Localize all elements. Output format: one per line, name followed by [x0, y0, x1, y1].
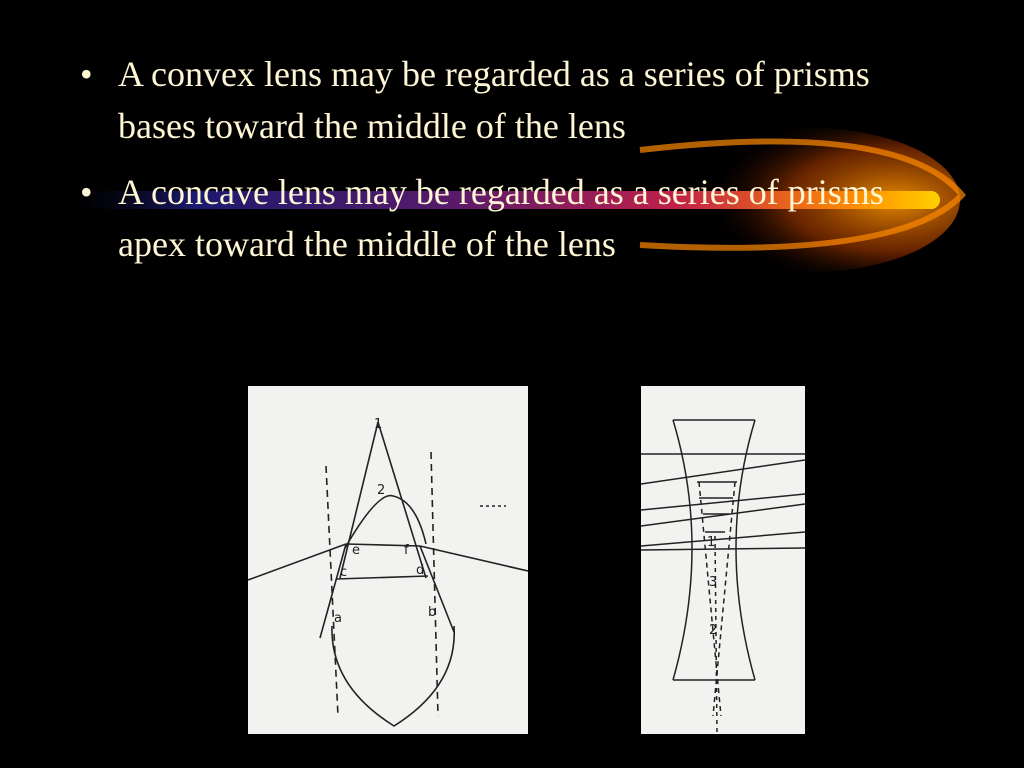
label-a: a [334, 611, 342, 626]
ray-5 [641, 532, 805, 546]
lens-right-surface [736, 420, 755, 680]
bullet-marker: • [80, 172, 93, 212]
prism-side-right [420, 546, 454, 632]
dashed-axis-left [326, 466, 338, 716]
ray-6 [641, 548, 805, 550]
concave-lens-figure [641, 386, 805, 734]
label-2: 2 [377, 483, 386, 498]
label-b: b [428, 605, 437, 620]
label-3: 3 [709, 575, 718, 590]
bullet-marker: • [80, 54, 93, 94]
label-e: e [352, 543, 360, 558]
label-f: f [404, 543, 409, 558]
bullet-list [80, 48, 920, 284]
label-2: 2 [709, 623, 718, 638]
bullet-item [80, 166, 920, 270]
bullet-text: A concave lens may be regarded as a series of prisms apex toward the middle of the lens [118, 172, 884, 264]
bullet-text: A convex lens may be regarded as a series of prisms bases toward the middle of the lens [118, 54, 870, 146]
convex-lens-figure [248, 386, 528, 734]
line-cd [336, 576, 428, 579]
label-c: c [340, 565, 348, 580]
concave-lens-diagram [641, 386, 805, 734]
ray-right [420, 546, 528, 571]
label-d: d [416, 563, 425, 578]
ray-2 [641, 460, 805, 484]
convex-lens-diagram [248, 386, 528, 734]
bullet-item [80, 48, 920, 152]
label-1: 1 [374, 417, 383, 432]
prism-edge-right [378, 422, 426, 578]
lens-lower-arc [332, 626, 454, 726]
label-1: 1 [707, 535, 716, 550]
